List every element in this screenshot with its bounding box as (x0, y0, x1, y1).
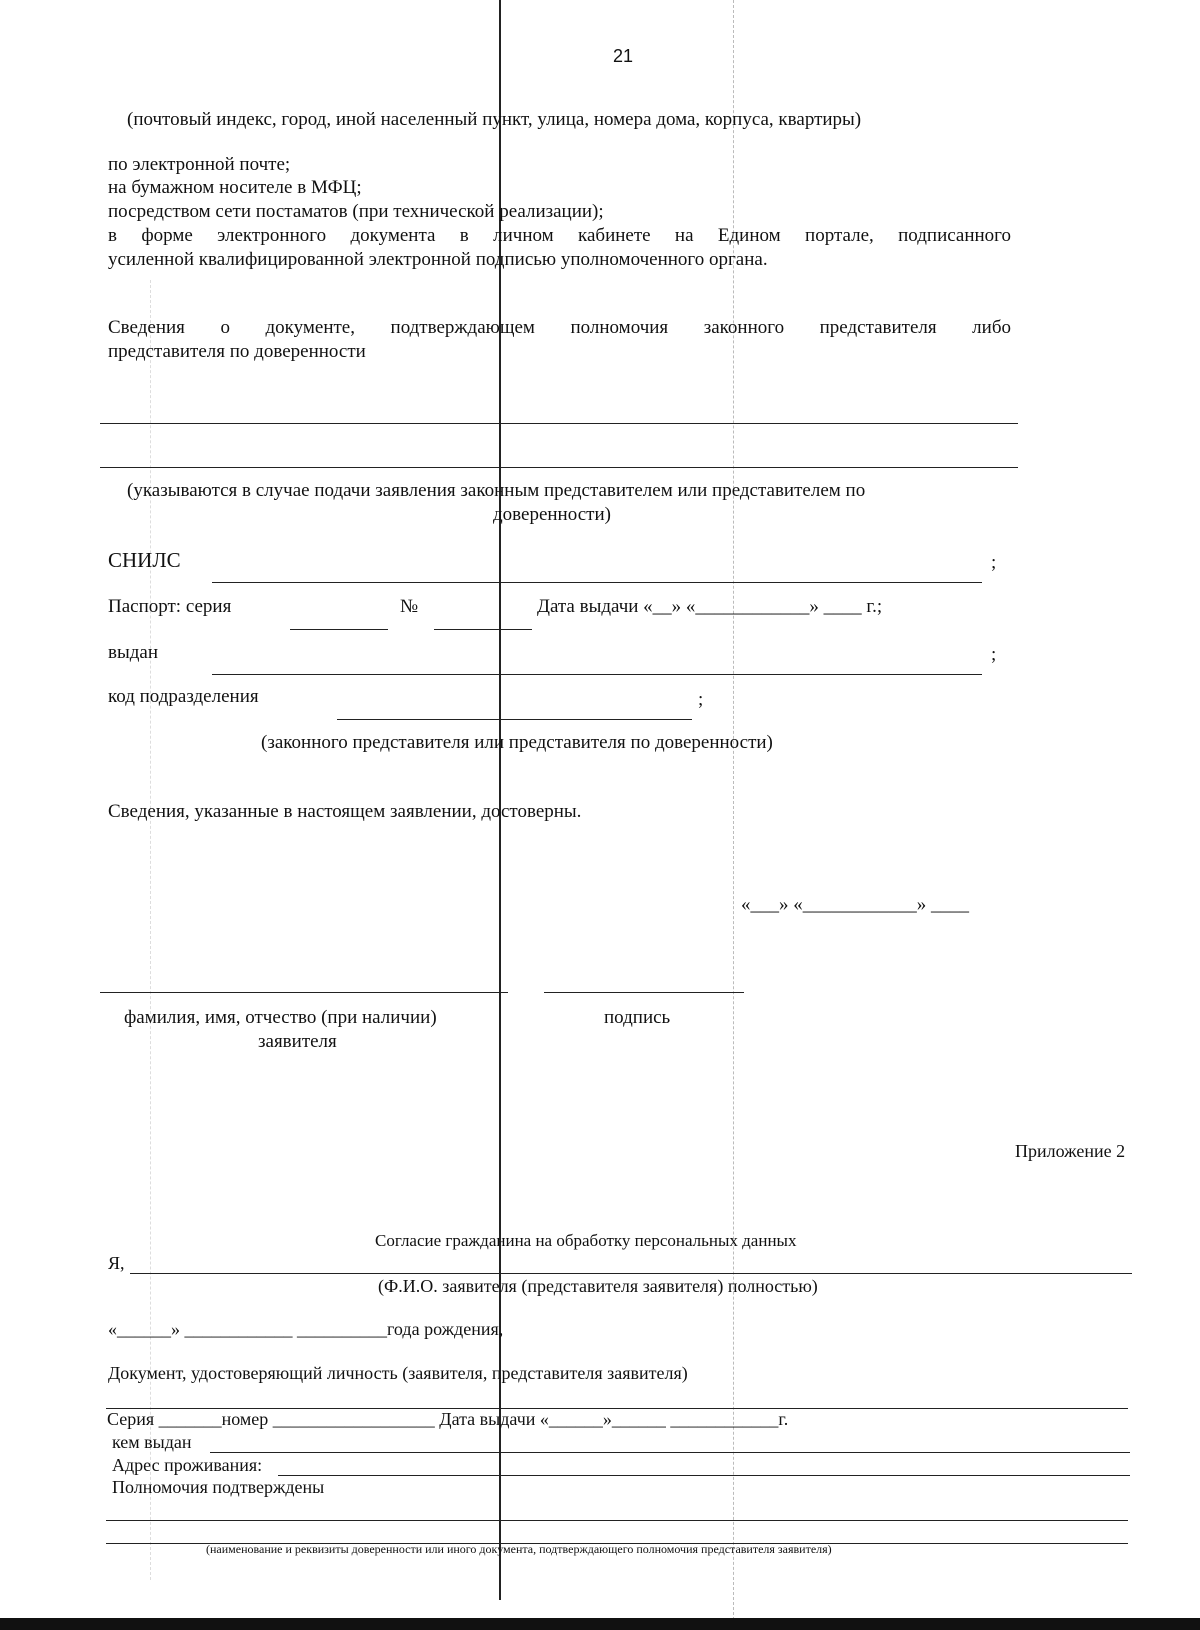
rep-caption-cont: доверенности) (493, 504, 611, 525)
consent-title: Согласие гражданина на обработку персональных данных (375, 1231, 797, 1250)
proxy-caption: (наименование и реквизиты доверенности или иного документа, подтверждающего полномочия представителя заявителя) (206, 1542, 832, 1556)
delivery-option-portal-cont: усиленной квалифицированной электронной подписью уполномоченного органа. (108, 249, 768, 270)
issued-by-label-2: кем выдан (112, 1432, 192, 1452)
delivery-option-paper: на бумажном носителе в МФЦ; (108, 177, 362, 198)
authority-doc-heading: Сведения о документе, подтверждающем полномочия законного представителя либо (108, 317, 1011, 338)
appendix-label: Приложение 2 (1015, 1141, 1126, 1161)
reliability-statement: Сведения, указанные в настоящем заявлении, достоверны. (108, 801, 582, 822)
residence-field-line (278, 1475, 1130, 1476)
birth-date-line: «______» ____________ __________года рождения, (108, 1319, 504, 1339)
issued-by-semicolon: ; (991, 644, 997, 665)
fio-full-caption: (Ф.И.О. заявителя (представителя заявителя) полностью) (378, 1276, 818, 1296)
passport-series-label: Паспорт: серия (108, 596, 232, 617)
passport-series-field-line (290, 629, 388, 630)
authority-confirmed-label: Полномочия подтверждены (112, 1477, 325, 1497)
delivery-option-postamat: посредством сети постаматов (при технической реализации); (108, 201, 604, 222)
division-code-field-line (337, 719, 692, 720)
delivery-option-email: по электронной почте; (108, 154, 291, 175)
residence-label: Адрес проживания: (112, 1455, 263, 1475)
signature-date-placeholder: «___» «____________» ____ (741, 894, 969, 915)
identity-doc-label: Документ, удостоверяющий личность (заявителя, представителя заявителя) (108, 1363, 688, 1383)
issued-by-label: выдан (108, 642, 159, 663)
fio-caption-cont: заявителя (258, 1031, 337, 1052)
authority-doc-field-line-2 (100, 467, 1018, 468)
page-number: 21 (613, 46, 634, 66)
delivery-option-portal: в форме электронного документа в личном кабинете на Едином портале, подписанного (108, 225, 1011, 246)
i-label: Я, (108, 1253, 125, 1273)
authority-doc-field-line-1 (100, 423, 1018, 424)
series-number-line: Серия _______номер __________________ Дата выдачи «______»______ ____________г. (107, 1409, 789, 1429)
scan-bottom-edge (0, 1618, 1200, 1630)
division-code-semicolon: ; (698, 689, 704, 710)
division-code-label: код подразделения (108, 686, 259, 707)
rep-caption: (указываются в случае подачи заявления законным представителем или представителем по (127, 480, 866, 501)
issued-by-field-line (212, 674, 982, 675)
passport-number-label: № (400, 596, 419, 617)
authority-field-line-1 (106, 1520, 1128, 1521)
fio-field-line (100, 992, 508, 993)
fio-caption: фамилия, имя, отчество (при наличии) (124, 1007, 437, 1028)
snils-label: СНИЛС (108, 548, 181, 572)
authority-doc-heading-cont: представителя по доверенности (108, 341, 366, 362)
issued-by-field-line-2 (210, 1452, 1130, 1453)
applicant-name-field-line (130, 1273, 1132, 1274)
passport-issue-date: Дата выдачи «__» «____________» ____ г.; (537, 596, 883, 617)
signature-field-line (544, 992, 744, 993)
passport-number-field-line (434, 629, 532, 630)
snils-field-line (212, 582, 982, 583)
signature-caption: подпись (604, 1007, 671, 1028)
rep-type-caption: (законного представителя или представителя по доверенности) (261, 732, 773, 753)
snils-semicolon: ; (991, 552, 997, 573)
address-caption: (почтовый индекс, город, иной населенный пункт, улица, номера дома, корпуса, квартиры) (127, 109, 862, 130)
scan-line-artifact-faint (150, 280, 151, 1580)
